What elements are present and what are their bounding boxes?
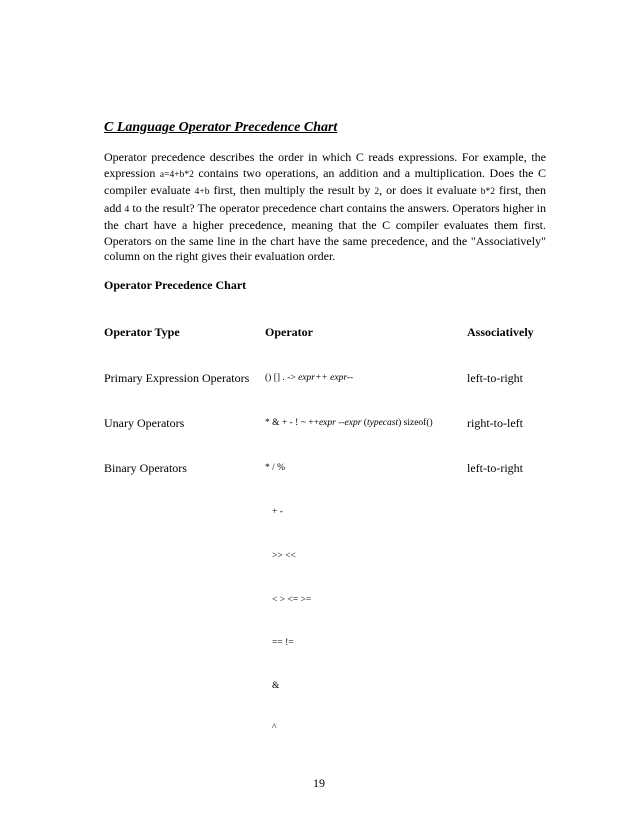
row-unary-type: Unary Operators — [104, 416, 185, 430]
code-expression: a=4+b*2 — [159, 169, 194, 180]
row-binary-assoc: left-to-right — [467, 461, 523, 475]
binary-operator-line: + - — [272, 507, 283, 517]
row-unary-operators: * & + - ! ~ ++expr --expr (typecast) sizeof() — [265, 418, 433, 428]
header-associatively: Associatively — [467, 325, 534, 339]
code-expression: 4 — [124, 204, 130, 215]
binary-operator-line: == != — [272, 638, 294, 648]
code-expression: 2 — [374, 187, 380, 197]
row-primary-operators: () [] . -> expr++ expr-- — [265, 373, 354, 383]
binary-operator-line: < > <= >= — [272, 595, 312, 605]
header-operator: Operator — [265, 325, 313, 339]
document-title: C Language Operator Precedence Chart — [104, 120, 338, 135]
page-number: 19 — [313, 776, 325, 790]
binary-operator-line: ^ — [272, 723, 277, 733]
row-binary-type: Binary Operators — [104, 461, 187, 475]
row-binary-operators: * / % — [265, 463, 286, 473]
binary-operator-line: >> << — [272, 551, 296, 561]
row-primary-assoc: left-to-right — [467, 371, 523, 385]
chart-heading: Operator Precedence Chart — [104, 278, 247, 292]
header-operator-type: Operator Type — [104, 325, 180, 339]
code-expression: 4+b — [194, 187, 210, 197]
code-expression: b*2 — [480, 187, 496, 197]
row-unary-assoc: right-to-left — [467, 416, 523, 430]
intro-paragraph: Operator precedence describes the order in which C reads expressions. For example, the expression a=4+b*2 contains two operations, an addition and a multiplication. Does the C compiler evaluate 4+b first, then multiply the result by 2, or does it evaluate b*2 first, then add 4 to the result? The operator precedence chart contains the answers. Operators higher in the chart have a higher precedence, meaning that the C compiler evaluates them first. Operators on the same line in the chart have the same precedence, and the "Associatively" column on the right gives their evaluation order. — [104, 150, 546, 263]
binary-operator-line: & — [272, 681, 280, 691]
row-primary-type: Primary Expression Operators — [104, 371, 250, 385]
